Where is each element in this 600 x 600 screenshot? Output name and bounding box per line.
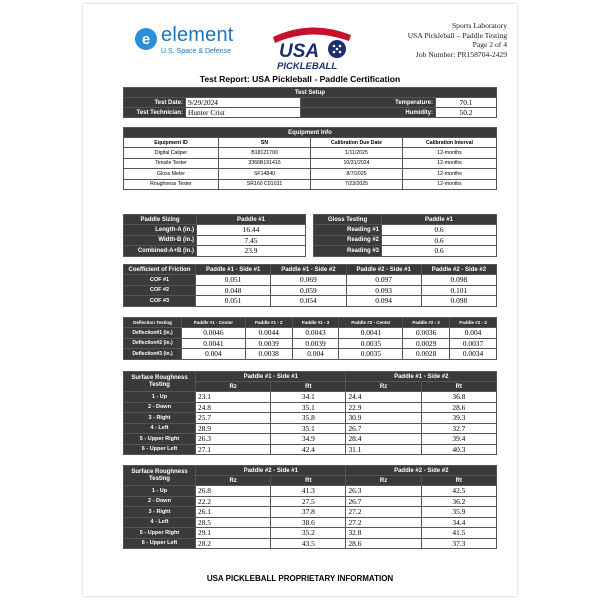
table-cell: 0.6	[382, 235, 497, 246]
table-cell: 34.1	[271, 392, 346, 403]
equipment-table	[123, 127, 497, 190]
temperature-label: Temperature:	[301, 98, 436, 108]
humidity-value: 50.2	[436, 108, 497, 118]
row-label: Deflection#3 (in.)	[124, 349, 182, 360]
table-cell: 22.2	[196, 496, 271, 507]
table-cell: 23.1	[196, 392, 271, 403]
equipment-col-header: SN	[219, 138, 311, 148]
table-cell: 29.1	[196, 528, 271, 539]
cof-table	[123, 264, 497, 307]
header-line: Page 2 of 4	[472, 40, 507, 50]
table-cell: 0.0035	[339, 338, 403, 349]
table-cell: 39.4	[421, 434, 496, 445]
table-row	[124, 148, 497, 159]
table-cell: 0.6	[382, 225, 497, 236]
table-cell: 27.2	[346, 517, 421, 528]
deflection-col-header: Paddle #1 - 3	[292, 318, 339, 328]
element-logo-tagline: U.S. Space & Defense	[161, 47, 232, 55]
row-label: COF #1	[124, 275, 196, 286]
cof-col-header: Paddle #1 - Side #1	[196, 265, 271, 275]
cof-col-header: Paddle #1 - Side #2	[271, 265, 346, 275]
table-row	[314, 225, 497, 236]
table-row	[124, 486, 497, 497]
equipment-col-header: Equipment ID	[124, 138, 219, 148]
table-cell: 0.051	[196, 275, 271, 286]
table-cell: 43.5	[271, 538, 346, 549]
test-date-label: Test Date:	[124, 98, 186, 108]
roughness-group-header: Paddle #1 - Side #1	[196, 372, 346, 382]
roughness-sub-header: Rt	[271, 476, 346, 486]
roughness-sub-header: Rz	[196, 382, 271, 392]
table-row	[124, 349, 497, 360]
table-row	[124, 507, 497, 518]
table-cell: 0.051	[196, 296, 271, 307]
report-page	[83, 4, 517, 596]
deflection-col-header: Paddle #2 - 3	[450, 318, 497, 328]
table-row	[124, 496, 497, 507]
row-label: Reading #3	[314, 246, 382, 257]
test-setup-table	[123, 87, 497, 118]
table-cell: 27.1	[196, 444, 271, 455]
table-row	[124, 444, 497, 455]
table-cell: 26.1	[196, 507, 271, 518]
table-cell: 0.0028	[403, 349, 450, 360]
table-cell: 35.2	[271, 528, 346, 539]
row-label: Deflection#1 (in.)	[124, 328, 182, 339]
table-cell: 0.098	[421, 296, 496, 307]
humidity-label: Humidity:	[301, 108, 436, 118]
table-row	[124, 246, 306, 257]
table-cell: 0.0039	[292, 338, 339, 349]
table-cell: Roughness Tester	[124, 179, 219, 190]
gloss-col-header: Paddle #1	[382, 215, 497, 225]
table-row	[124, 538, 497, 549]
row-label: 4 - Left	[124, 423, 196, 434]
table-cell: 0.0046	[182, 328, 246, 339]
table-cell: Digital Caliper	[124, 148, 219, 159]
table-row	[124, 423, 497, 434]
table-cell: 26.7	[346, 423, 421, 434]
table-cell: 36.2	[421, 496, 496, 507]
roughness-sub-header: Rt	[421, 382, 496, 392]
deflection-col-header: Paddle #1 - 2	[245, 318, 292, 328]
roughness-table-paddle-2	[123, 465, 497, 549]
deflection-col-header: Deflection Testing	[124, 318, 182, 328]
table-cell: 0.004	[450, 328, 497, 339]
row-label: COF #3	[124, 296, 196, 307]
table-cell: 7.45	[197, 235, 306, 246]
table-cell: 12-months	[403, 179, 497, 190]
row-label: Deflection#2 (in.)	[124, 338, 182, 349]
row-label: 6 - Upper Left	[124, 444, 196, 455]
table-row	[124, 179, 497, 190]
header-line: Sports Laboratory	[451, 21, 507, 30]
table-cell: 0.094	[346, 296, 421, 307]
table-row	[124, 225, 306, 236]
table-row	[124, 392, 497, 403]
table-cell: 42.4	[271, 444, 346, 455]
deflection-table	[123, 317, 497, 360]
table-cell: 0.0038	[245, 349, 292, 360]
table-cell: 37.3	[421, 538, 496, 549]
table-cell: 12-months	[403, 158, 497, 169]
table-cell: 0.097	[346, 275, 421, 286]
table-cell: 0.004	[292, 349, 339, 360]
table-row	[124, 528, 497, 539]
equipment-col-header: Calibration Interval	[403, 138, 497, 148]
table-cell: 28.9	[196, 423, 271, 434]
table-cell: 24.4	[346, 392, 421, 403]
table-cell: 26.3	[346, 486, 421, 497]
table-cell: 0.0044	[245, 328, 292, 339]
cof-col-header: Coefficient of Friction	[124, 265, 196, 275]
row-label: 2 - Down	[124, 496, 196, 507]
table-cell: 28.5	[196, 517, 271, 528]
table-cell: 25.7	[196, 413, 271, 424]
header-info	[408, 21, 507, 59]
equipment-col-header: Calibration Due Date	[311, 138, 403, 148]
table-cell: 1/11/2025	[311, 148, 403, 159]
test-setup-heading: Test Setup	[124, 88, 497, 98]
logo-pickleball-text: PICKLEBALL	[277, 61, 338, 72]
element-logo-name: element	[161, 23, 234, 46]
table-cell: 28.2	[196, 538, 271, 549]
table-row	[124, 296, 497, 307]
row-label: Reading #1	[314, 225, 382, 236]
row-label: Width-B (in.)	[124, 235, 197, 246]
roughness-group-header: Paddle #2 - Side #2	[346, 466, 497, 476]
table-row	[124, 517, 497, 528]
table-row	[314, 246, 497, 257]
table-row	[124, 402, 497, 413]
cof-col-header: Paddle #2 - Side #2	[421, 265, 496, 275]
table-cell: 37.8	[271, 507, 346, 518]
table-cell: 31.1	[346, 444, 421, 455]
table-cell: 0.0041	[339, 328, 403, 339]
sizing-col-header: Paddle Sizing	[124, 215, 197, 225]
table-cell: 0.069	[271, 275, 346, 286]
roughness-group-header: Paddle #1 - Side #2	[346, 372, 497, 382]
table-row	[124, 158, 497, 169]
row-label: 5 - Upper Right	[124, 528, 196, 539]
table-cell: 38.6	[271, 517, 346, 528]
temperature-value: 70.1	[436, 98, 497, 108]
table-cell: 41.3	[271, 486, 346, 497]
table-cell: 26.3	[196, 434, 271, 445]
deflection-col-header: Paddle #2 - Center	[339, 318, 403, 328]
header-line: USA Pickleball – Paddle Testing	[407, 30, 507, 40]
cof-col-header: Paddle #2 - Side #1	[346, 265, 421, 275]
table-cell: 7/23/2025	[311, 179, 403, 190]
deflection-col-header: Paddle #1 - Center	[182, 318, 246, 328]
roughness-label: Surface Roughness Testing	[124, 466, 196, 486]
usa-pickleball-logo	[271, 23, 353, 73]
table-cell: 0.004	[182, 349, 246, 360]
table-cell: 28.6	[421, 402, 496, 413]
table-cell: 0.0043	[292, 328, 339, 339]
roughness-label: Surface Roughness Testing	[124, 372, 196, 392]
table-cell: B18121700	[219, 148, 311, 159]
table-row	[124, 275, 497, 286]
table-cell: 24.8	[196, 402, 271, 413]
roughness-sub-header: Rt	[271, 382, 346, 392]
table-cell: 8/7/2025	[311, 169, 403, 180]
table-cell: 34.4	[421, 517, 496, 528]
table-cell: 23.9	[197, 246, 306, 257]
header-line: Job Number: PR158704-2429	[415, 49, 507, 59]
test-technician-value: Hunter Crist	[186, 108, 301, 118]
table-cell: 35.1	[271, 423, 346, 434]
table-cell: SF14840	[219, 169, 311, 180]
table-cell: SR160 C01031	[219, 179, 311, 190]
roughness-sub-header: Rt	[421, 476, 496, 486]
table-cell: 0.0037	[450, 338, 497, 349]
row-label: 2 - Down	[124, 402, 196, 413]
table-cell: 26.8	[196, 486, 271, 497]
row-label: 1 - Up	[124, 486, 196, 497]
row-label: 3 - Right	[124, 507, 196, 518]
roughness-group-header: Paddle #2 - Side #1	[196, 466, 346, 476]
table-cell: 0.0041	[182, 338, 246, 349]
table-cell: 0.048	[196, 285, 271, 296]
sizing-col-header: Paddle #1	[197, 215, 306, 225]
table-cell: 30.9	[346, 413, 421, 424]
gloss-col-header: Gloss Testing	[314, 215, 382, 225]
table-row	[124, 413, 497, 424]
table-cell: 0.0039	[245, 338, 292, 349]
table-cell: 35.8	[271, 413, 346, 424]
table-cell: 35.1	[271, 402, 346, 413]
row-label: Combined-A+B (in.)	[124, 246, 197, 257]
table-cell: 0.0035	[339, 349, 403, 360]
roughness-sub-header: Rz	[346, 382, 421, 392]
paddle-sizing-table	[123, 214, 306, 257]
table-row	[314, 235, 497, 246]
table-cell: 36.8	[421, 392, 496, 403]
row-label: 5 - Upper Right	[124, 434, 196, 445]
table-cell: 12-months	[403, 148, 497, 159]
table-cell: 22.9	[346, 402, 421, 413]
roughness-sub-header: Rz	[196, 476, 271, 486]
table-cell: 34.9	[271, 434, 346, 445]
gloss-testing-table	[313, 214, 497, 257]
table-cell: 0.054	[271, 296, 346, 307]
table-row	[124, 328, 497, 339]
roughness-table-paddle-1	[123, 371, 497, 455]
table-cell: 32.7	[421, 423, 496, 434]
table-cell: 28.6	[346, 538, 421, 549]
table-row	[124, 338, 497, 349]
table-row	[124, 235, 306, 246]
element-logo	[135, 24, 234, 54]
proprietary-footer: USA PICKLEBALL PROPRIETARY INFORMATION	[206, 574, 394, 583]
table-cell: 0.0036	[403, 328, 450, 339]
row-label: 3 - Right	[124, 413, 196, 424]
row-label: Reading #2	[314, 235, 382, 246]
table-row	[124, 434, 497, 445]
equipment-heading: Equipment Info	[124, 128, 497, 138]
table-cell: 28.4	[346, 434, 421, 445]
table-cell: 39.3	[421, 413, 496, 424]
table-cell: 0.101	[421, 285, 496, 296]
table-cell: 41.5	[421, 528, 496, 539]
table-cell: 0.0034	[450, 349, 497, 360]
table-cell: 3366B191416	[219, 158, 311, 169]
table-cell: 0.059	[271, 285, 346, 296]
table-cell: Gloss Meter	[124, 169, 219, 180]
row-label: Length-A (in.)	[124, 225, 197, 236]
deflection-col-header: Paddle #2 - 2	[403, 318, 450, 328]
row-label: 1 - Up	[124, 392, 196, 403]
table-cell: 12-months	[403, 169, 497, 180]
table-row	[124, 285, 497, 296]
table-cell: 16.44	[197, 225, 306, 236]
table-cell: 40.3	[421, 444, 496, 455]
table-cell: 26.7	[346, 496, 421, 507]
logo-usa-text: USA	[279, 41, 320, 62]
element-e-icon: e	[135, 28, 157, 50]
table-cell: 0.6	[382, 246, 497, 257]
roughness-sub-header: Rz	[346, 476, 421, 486]
table-cell: 32.8	[346, 528, 421, 539]
table-cell: 42.5	[421, 486, 496, 497]
report-title: Test Report: USA Pickleball - Paddle Certification	[199, 74, 401, 84]
row-label: 4 - Left	[124, 517, 196, 528]
table-cell: 10/31/2024	[311, 158, 403, 169]
test-technician-label: Test Technician:	[124, 108, 186, 118]
table-cell: Tensile Tester	[124, 158, 219, 169]
table-cell: 0.093	[346, 285, 421, 296]
table-cell: 0.098	[421, 275, 496, 286]
row-label: 6 - Upper Left	[124, 538, 196, 549]
table-cell: 27.5	[271, 496, 346, 507]
row-label: COF #2	[124, 285, 196, 296]
table-cell: 27.2	[346, 507, 421, 518]
test-date-value: 9/29/2024	[186, 98, 301, 108]
table-cell: 0.0029	[403, 338, 450, 349]
table-cell: 35.9	[421, 507, 496, 518]
table-row	[124, 169, 497, 180]
